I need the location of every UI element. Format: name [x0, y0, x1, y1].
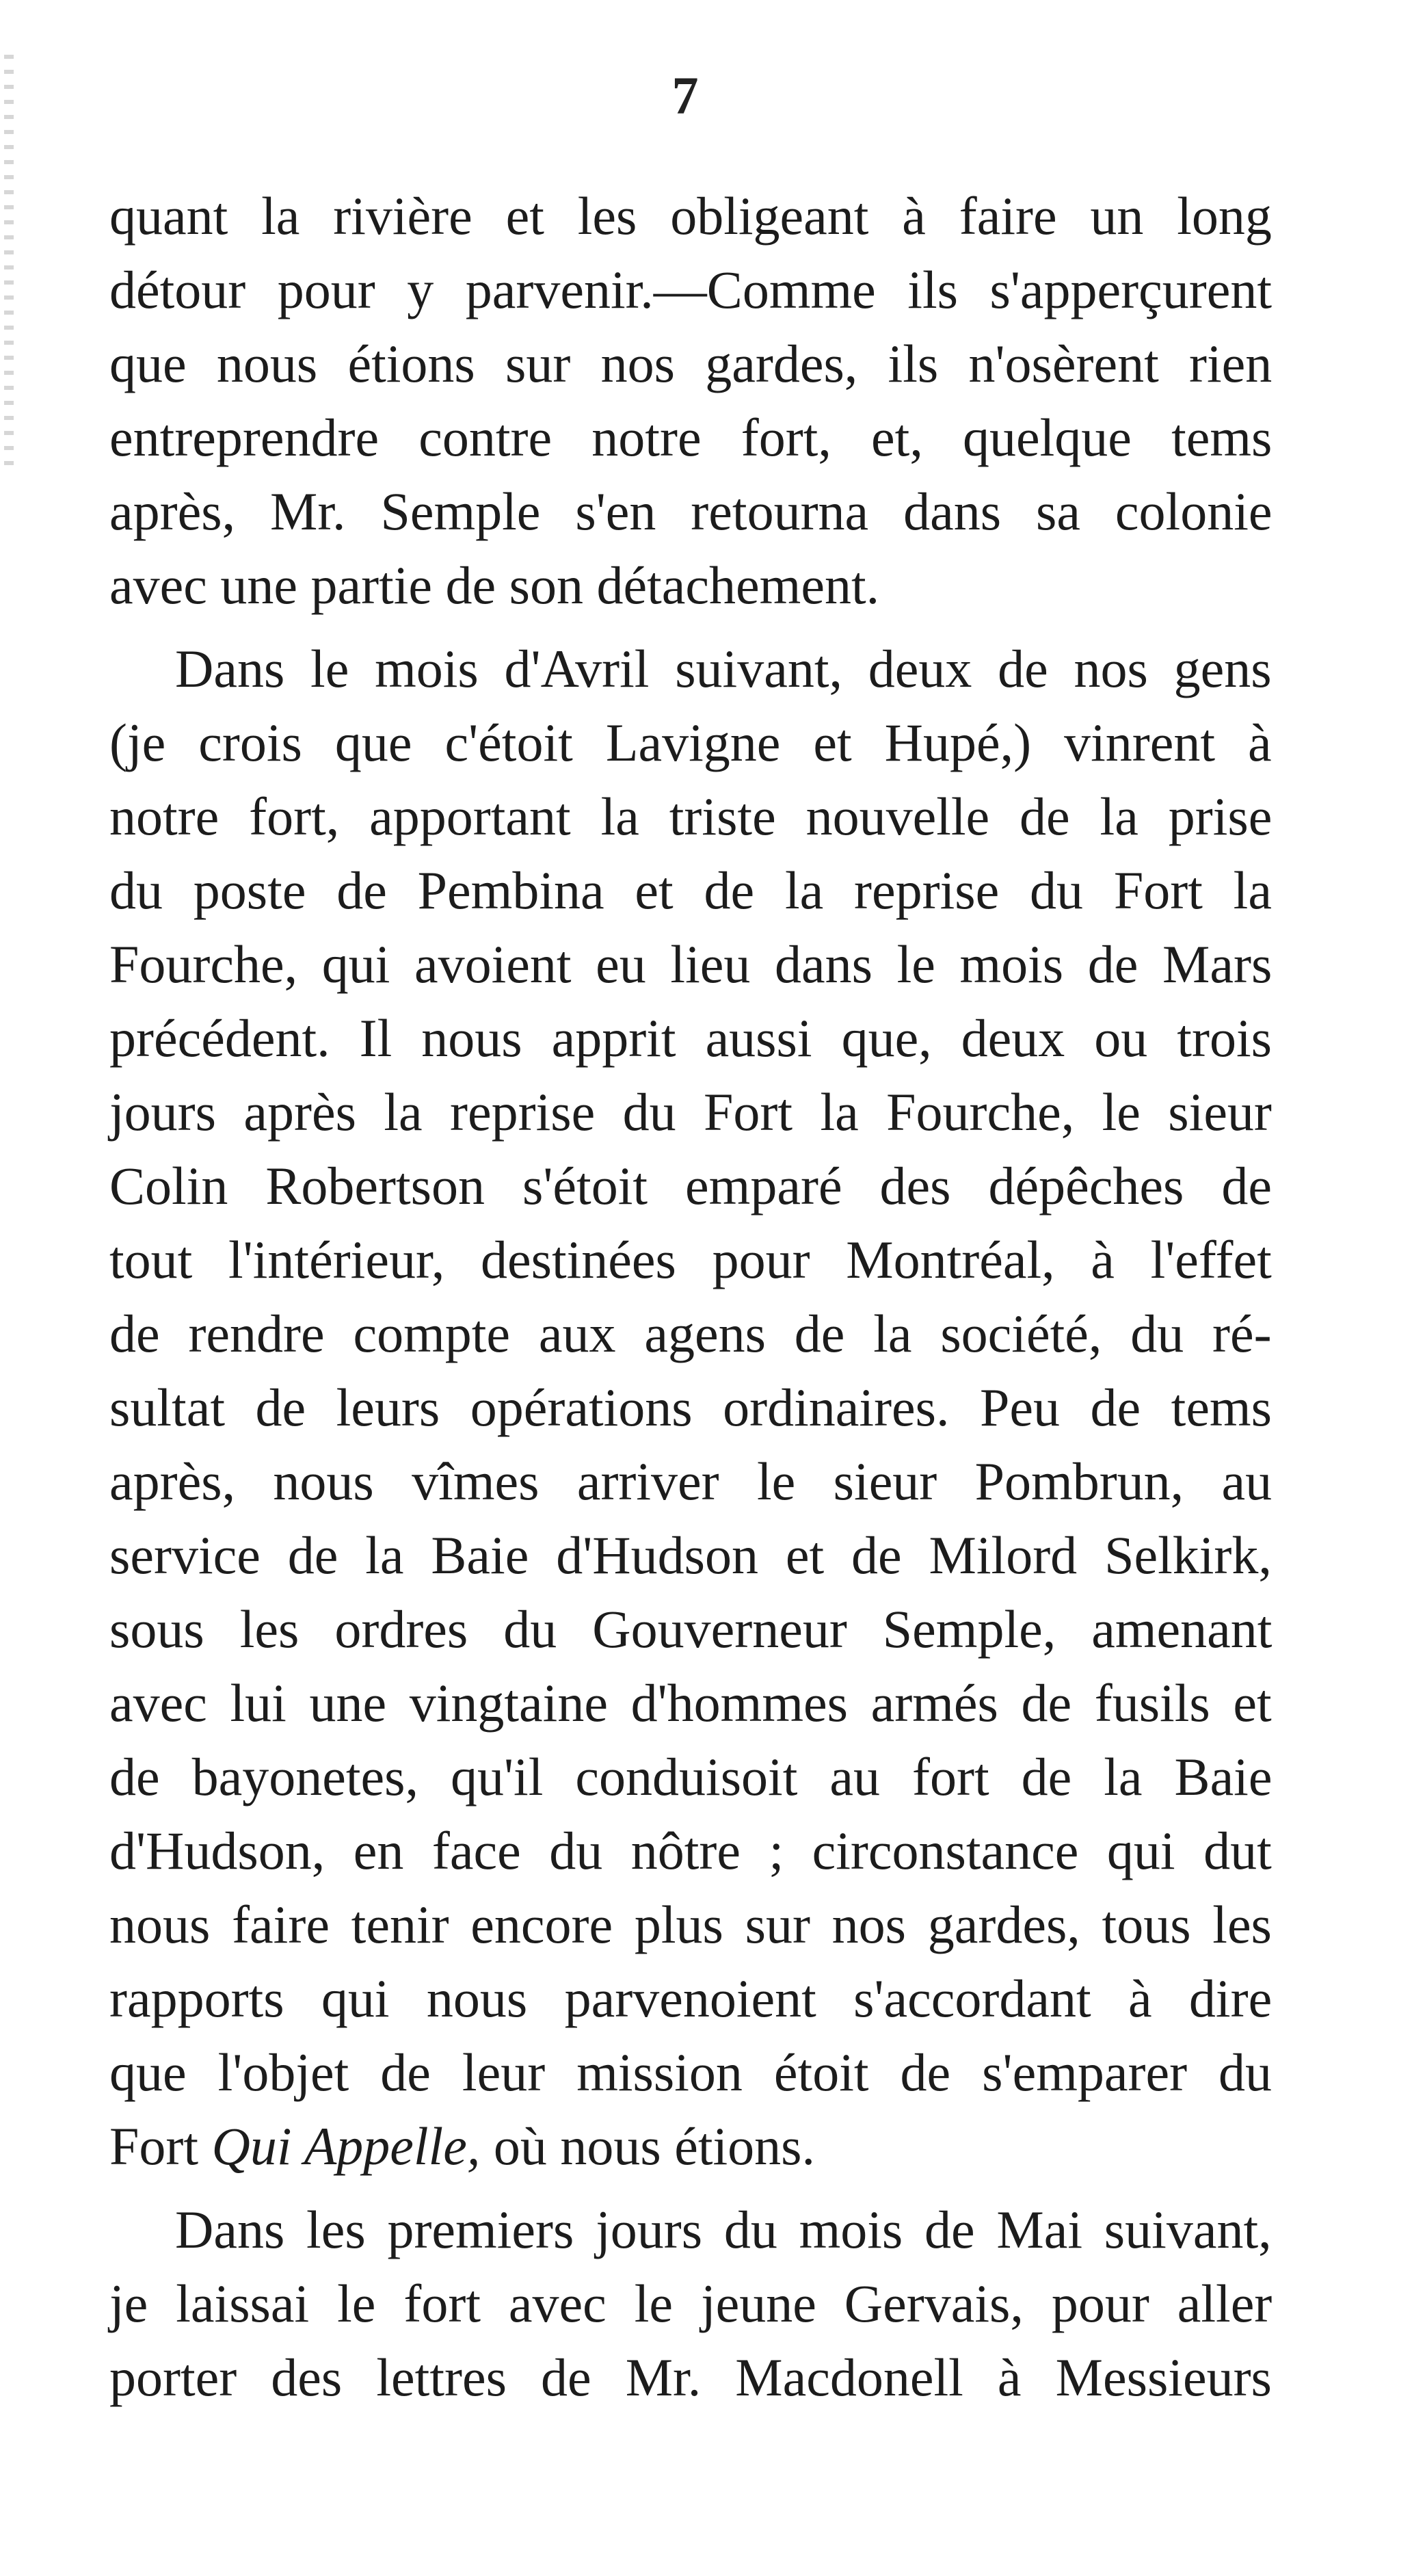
- text-line: précédent. Il nous apprit aussi que, deux ou trois: [109, 1008, 1272, 1068]
- page-number: 7: [671, 66, 699, 125]
- text-line: entreprendre contre notre fort, et, quelque tems: [109, 408, 1273, 467]
- italic-place-name: Qui Appelle,: [211, 2116, 481, 2176]
- text-line: sultat de leurs opérations ordinaires. Peu de tems: [109, 1378, 1272, 1437]
- text-line: que nous étions sur nos gardes, ils n'osèrent rien: [109, 334, 1273, 393]
- text-line: notre fort, apportant la triste nouvelle de la prise: [109, 787, 1273, 846]
- text-line: Fourche, qui avoient eu lieu dans le mois de Mars: [109, 934, 1273, 994]
- text-line: après, nous vîmes arriver le sieur Pombrun, au: [109, 1451, 1273, 1511]
- text-line: de rendre compte aux agens de la société, du ré-: [109, 1304, 1272, 1363]
- text-line: (je crois que c'étoit Lavigne et Hupé,) vinrent à: [109, 713, 1272, 772]
- text-line: tout l'intérieur, destinées pour Montréal, à l'effet: [109, 1230, 1272, 1289]
- text-segment: Fort: [109, 2116, 212, 2176]
- text-line-with-italic: [109, 2110, 815, 2183]
- text-line: Colin Robertson s'étoit emparé des dépêches de: [109, 1156, 1272, 1215]
- paragraph-start-line: Dans les premiers jours du mois de Mai suivant,: [175, 2200, 1272, 2259]
- text-segment: où nous étions.: [480, 2116, 816, 2176]
- text-line: service de la Baie d'Hudson et de Milord Selkirk,: [109, 1525, 1272, 1585]
- text-line: avec lui une vingtaine d'hommes armés de fusils et: [109, 1673, 1272, 1733]
- text-line: sous les ordres du Gouverneur Semple, amenant: [109, 1599, 1273, 1659]
- paragraph-start-line: Dans le mois d'Avril suivant, deux de nos gens: [175, 639, 1272, 698]
- text-line: après, Mr. Semple s'en retourna dans sa colonie: [109, 482, 1273, 541]
- text-line: que l'objet de leur mission étoit de s'emparer du: [109, 2042, 1273, 2102]
- text-line: d'Hudson, en face du nôtre ; circonstance qui dut: [109, 1821, 1272, 1880]
- text-line: jours après la reprise du Fort la Fourche, le sieur: [109, 1082, 1272, 1142]
- text-line: porter des lettres de Mr. Macdonell à Messieurs: [109, 2348, 1272, 2407]
- text-line: nous faire tenir encore plus sur nos gardes, tous les: [109, 1895, 1272, 1954]
- text-line: détour pour y parvenir.—Comme ils s'apperçurent: [109, 260, 1272, 319]
- text-line: du poste de Pembina et de la reprise du Fort la: [109, 860, 1272, 920]
- text-line: avec une partie de son détachement.: [109, 555, 880, 615]
- text-line: de bayonetes, qu'il conduisoit au fort de la Baie: [109, 1747, 1273, 1806]
- text-line: je laissai le fort avec le jeune Gervais, pour aller: [109, 2274, 1273, 2333]
- text-line: rapports qui nous parvenoient s'accordant à dire: [109, 1969, 1273, 2028]
- text-line: quant la rivière et les obligeant à faire un long: [109, 186, 1272, 246]
